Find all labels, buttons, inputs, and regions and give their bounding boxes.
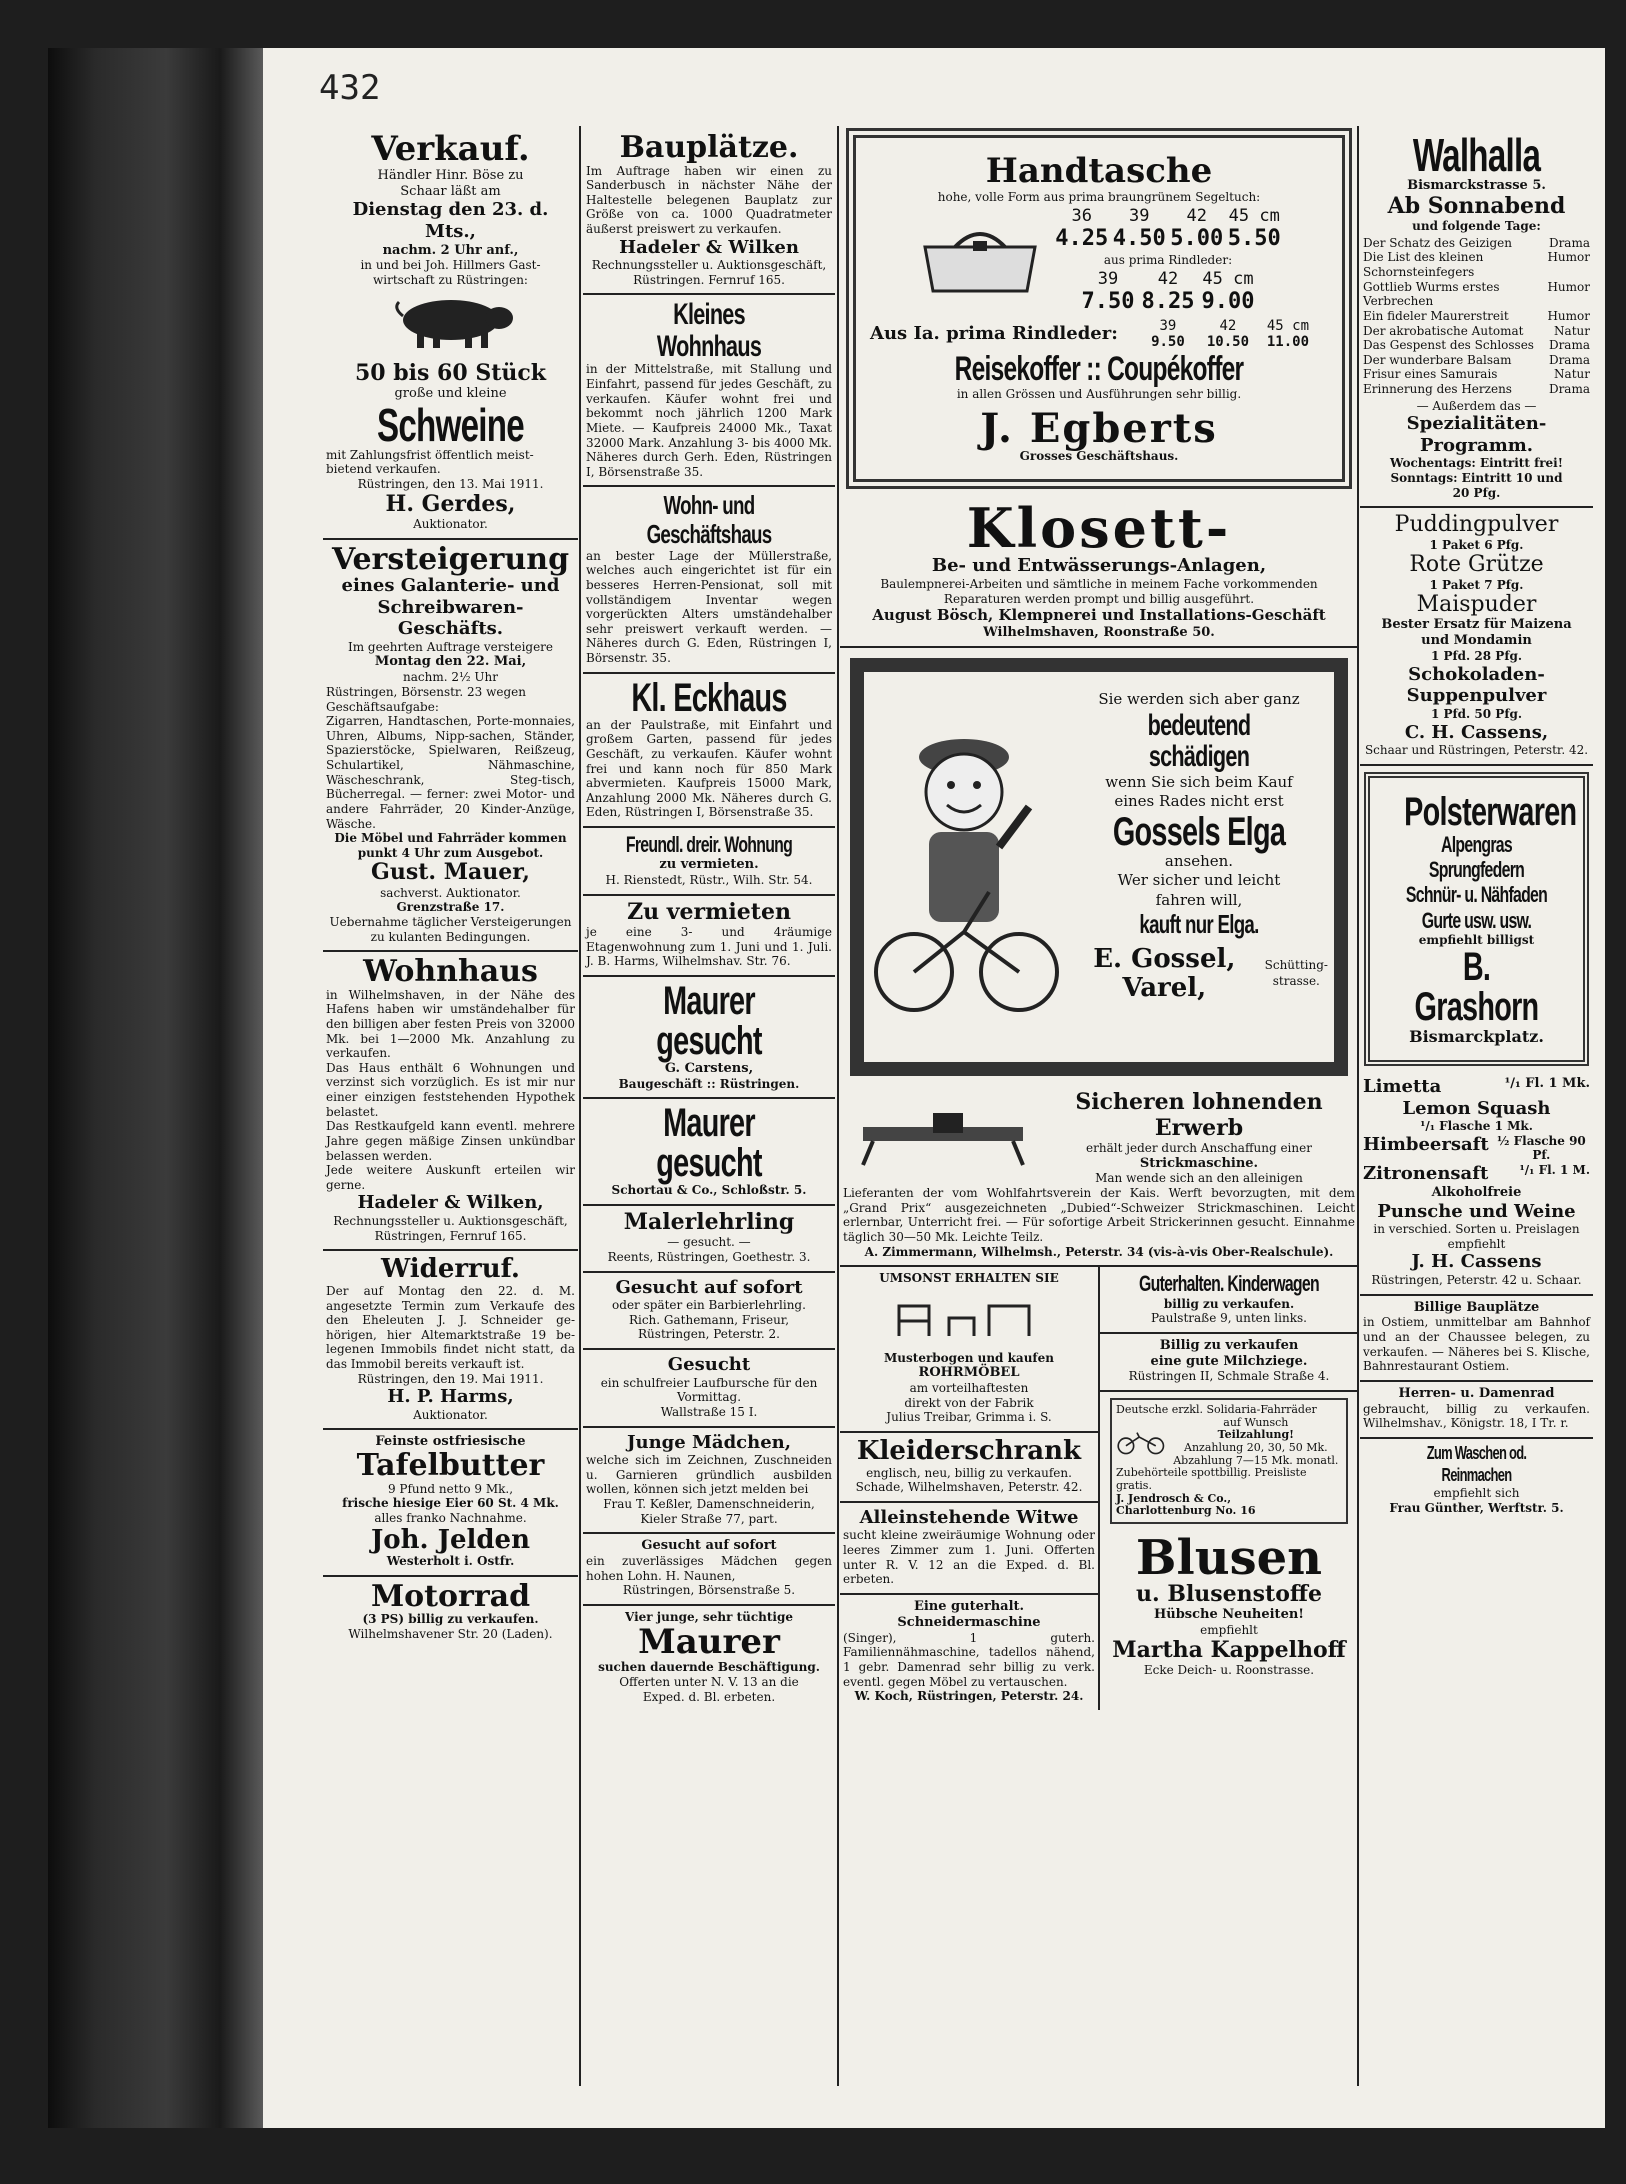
column-rule bbox=[837, 126, 839, 2086]
price: 4.25 bbox=[1055, 225, 1109, 251]
size: 36 bbox=[1071, 205, 1092, 226]
ad-line: Schnür- u. Nähfaden bbox=[1405, 882, 1548, 908]
ad-versteigerung bbox=[323, 540, 578, 953]
ad-line: Händler Hinr. Böse zu bbox=[377, 167, 524, 183]
ad-line: Schokoladen-Suppenpulver bbox=[1406, 663, 1547, 707]
ad-line: Sie werden sich aber ganz bbox=[1098, 690, 1300, 709]
ad-signature: B. Grashorn bbox=[1414, 945, 1539, 1030]
ad-line: auf Wunsch bbox=[1223, 1415, 1289, 1429]
ad-body: Im Auftrage haben wir einen zu Sanderbusch in nächster Nähe der Haltestelle belegenen Bauplatz zur Größe von ca. 1000 Quadratmeter äußerst preiswert zu verkaufen. bbox=[586, 163, 832, 236]
film-programme bbox=[1363, 236, 1590, 397]
ad-line: Musterbogen und kaufen bbox=[884, 1350, 1054, 1365]
ad-line: 50 bis 60 Stück bbox=[354, 359, 547, 386]
column-1 bbox=[323, 128, 578, 2063]
ad-line: J. Jendrosch & Co., bbox=[1116, 1491, 1232, 1505]
ad-line: Geschäftsaufgabe: bbox=[326, 699, 439, 714]
ad-rohrmoebel bbox=[840, 1267, 1098, 1433]
ad-body: ein schulfreier Laufbursche für den Vormittag. bbox=[600, 1375, 818, 1405]
ad-line: Wochentags: Eintritt frei! bbox=[1389, 456, 1564, 471]
ad-title: Tafelbutter bbox=[356, 1448, 545, 1484]
ad-line: Deutsche erzkl. Solidaria-Fahrräder bbox=[1116, 1403, 1317, 1417]
ad-signature: Hadeler & Wilken bbox=[619, 236, 799, 258]
ad-line: u. Blusenstoffe bbox=[1136, 1580, 1322, 1607]
ad-line: Rüstringen, den 13. Mai 1911. bbox=[357, 476, 544, 491]
ad-line: Dienstag den 23. d. Mts., bbox=[352, 199, 549, 242]
ad-line: und folgende Tage: bbox=[1412, 219, 1541, 234]
ad-line: erhält jeder durch Anschaffung einer bbox=[1086, 1140, 1312, 1155]
ad-body: Jede weitere Auskunft erteilen wir gerne. bbox=[326, 1163, 575, 1192]
size: 42 bbox=[1186, 205, 1207, 226]
ad-line: Die Möbel und Fahrräder kommen bbox=[334, 831, 567, 846]
ad-line: Frau Günther, Werftstr. 5. bbox=[1389, 1500, 1564, 1515]
ad-headline: kauft nur Elga. bbox=[1139, 909, 1259, 940]
programme-item: Der Schatz des Geizigen Drama bbox=[1363, 235, 1590, 250]
ad-body: in Ostiem, unmittelbar am Bahnhof und an der Chaussee belegen, zu verkaufen. — Näheres bei S. Klische, Bahnrestaurant Ostiem. bbox=[1363, 1315, 1590, 1374]
ad-line: in allen Grössen und Ausführungen sehr billig. bbox=[956, 387, 1242, 402]
price: ¹/₁ Fl. 1 M. bbox=[1519, 1163, 1590, 1178]
ad-signature: Gust. Mauer, bbox=[371, 859, 530, 886]
ad-herrenrad bbox=[1360, 1382, 1593, 1439]
ad-line: Rüstringen. Fernruf 165. bbox=[633, 272, 785, 287]
ad-zu-vermieten bbox=[583, 896, 835, 977]
furniture-icon bbox=[869, 1286, 1069, 1346]
ad-line: Frau T. Keßler, Damenschneiderin, bbox=[603, 1497, 815, 1512]
ad-signature: J. Egberts bbox=[980, 405, 1218, 453]
ad-line: Wer sicher und leicht bbox=[1117, 871, 1281, 890]
ad-signature: Hadeler & Wilken, bbox=[357, 1192, 544, 1214]
size: 39 bbox=[1097, 268, 1119, 289]
ad-line: wirtschaft zu Rüstringen: bbox=[373, 273, 528, 288]
programme-item: Die List des kleinen Schornsteinfegers Humor bbox=[1363, 250, 1590, 280]
pig-illustration bbox=[326, 292, 575, 357]
column-3-lower bbox=[840, 1267, 1358, 1710]
ad-title: Alleinstehende Witwe bbox=[859, 1506, 1079, 1528]
ad-line: Montag den 22. Mai, bbox=[374, 654, 527, 670]
ad-line: nachm. 2 Uhr anf., bbox=[382, 242, 519, 258]
ad-billige-bauplaetze bbox=[1360, 1296, 1593, 1382]
ad-line: in und bei Joh. Hillmers Gast- bbox=[360, 258, 541, 273]
ad-line: Ab Sonnabend bbox=[1387, 192, 1566, 219]
ad-line: Julius Treibar, Grimma i. S. bbox=[886, 1410, 1052, 1425]
ad-line: aus prima Rindleder: bbox=[1103, 252, 1233, 267]
ad-maurer-1 bbox=[583, 977, 835, 1099]
ad-line: A. Zimmermann, Wilhelmsh., Peterstr. 34 (vis-à-vis Ober-Realschule). bbox=[864, 1244, 1334, 1259]
ad-line: 9 Pfund netto 9 Mk., bbox=[387, 1481, 514, 1496]
ad-line: alles franko Nachnahme. bbox=[374, 1511, 527, 1526]
ad-line: Alkoholfreie bbox=[1431, 1184, 1522, 1200]
ad-malerlehrling bbox=[583, 1206, 835, 1273]
ad-line: empfiehlt bbox=[1447, 1236, 1506, 1251]
ad-milchziege bbox=[1100, 1334, 1358, 1392]
ad-line: Hübsche Neuheiten! bbox=[1153, 1607, 1304, 1623]
size: 39 bbox=[1159, 317, 1177, 334]
ad-barbier bbox=[583, 1273, 835, 1350]
column-3 bbox=[840, 128, 1358, 2083]
ad-body: (Singer), 1 guterh. Familiennähmaschine, tadellos nähend, 1 gebr. Damenrad sehr billig zu verk. eventl. gegen Möbel zu vertauschen. bbox=[843, 1630, 1095, 1689]
ad-line: Zitronensaft bbox=[1363, 1163, 1489, 1185]
ad-line: Rechnungssteller u. Auktionsgeschäft, bbox=[333, 1214, 568, 1229]
ad-line: Puddingpulver bbox=[1394, 512, 1559, 538]
ad-title: Zum Waschen od. Reinmachen bbox=[1426, 1443, 1527, 1485]
ad-kleiderschrank bbox=[840, 1433, 1098, 1503]
ad-line: Paulstraße 9, unten links. bbox=[1151, 1311, 1307, 1326]
ad-line: (3 PS) billig zu verkaufen. bbox=[362, 1612, 539, 1627]
ad-line: Wilhelmshaven, Roonstraße 50. bbox=[983, 624, 1215, 640]
ad-title: Bauplätze. bbox=[619, 130, 799, 165]
ad-waschen bbox=[1360, 1439, 1593, 1521]
ad-laufbursche bbox=[583, 1350, 835, 1427]
ad-line: eine gute Milchziege. bbox=[1150, 1353, 1308, 1369]
ad-witwe bbox=[840, 1503, 1098, 1595]
ad-headline: bedeutend schädigen bbox=[1147, 708, 1251, 774]
newspaper-page bbox=[263, 48, 1605, 2128]
ad-title: Freundl. dreir. Wohnung bbox=[625, 832, 793, 858]
ad-line: Bester Ersatz für Maizena bbox=[1381, 617, 1572, 633]
ad-line: sachverst. Auktionator. bbox=[380, 885, 521, 900]
ad-line: H. Rienstedt, Rüstr., Wilh. Str. 54. bbox=[605, 873, 813, 888]
ad-line: Rüstringen, den 19. Mai 1911. bbox=[357, 1371, 544, 1386]
ad-body: Der auf Montag den 22. d. M. angesetzte Termin zum Verkaufe des den Eheleuten J. J. Schneider ge-hörigen, hier Altemarktstraße 19 be-legenen Immobils findet nicht statt, da das Immobil bereits verkauft ist. bbox=[326, 1283, 575, 1372]
ad-line: empfiehlt sich bbox=[1433, 1486, 1520, 1501]
ad-fahrraeder bbox=[1110, 1398, 1348, 1524]
ad-line: Uebernahme täglicher Versteigerungen bbox=[329, 914, 572, 929]
bicycle-icon bbox=[1116, 1419, 1166, 1465]
ad-line: Rüstringen, Peterstr. 42 u. Schaar. bbox=[1371, 1273, 1582, 1287]
price: ¹/₁ Flasche 1 Mk. bbox=[1420, 1119, 1533, 1134]
ad-line: Alpengras bbox=[1441, 831, 1512, 857]
ad-line: empfiehlt billigst bbox=[1418, 933, 1535, 948]
ad-title: Handtasche bbox=[985, 151, 1213, 191]
programme-item: Der wunderbare Balsam Drama bbox=[1363, 352, 1590, 367]
ad-body: je eine 3- und 4räumige Etagenwohnung zum 1. Juni und 1. Juli. J. B. Harms, Wilhelmshav. Str. 76. bbox=[586, 925, 832, 969]
ad-line: 20 Pfg. bbox=[1452, 485, 1501, 500]
ad-freundl-wohnung bbox=[583, 828, 835, 896]
ad-line: empfiehlt bbox=[1200, 1623, 1258, 1638]
price: 5.50 bbox=[1227, 225, 1281, 251]
ad-signature: G. Carstens, bbox=[664, 1060, 754, 1076]
ad-line: Schade, Wilhelmshaven, Peterstr. 42. bbox=[855, 1480, 1083, 1495]
ad-line: Bismarckplatz. bbox=[1409, 1027, 1544, 1047]
programme-item: Frisur eines Samurais Natur bbox=[1363, 367, 1590, 382]
programme-item: Das Gespenst des Schlosses Drama bbox=[1363, 338, 1590, 353]
ad-line: Rüstringen, Börsenstr. 23 wegen bbox=[326, 684, 526, 699]
ad-line: Punsche und Weine bbox=[1377, 1200, 1576, 1222]
ad-line: Schaar läßt am bbox=[400, 183, 501, 199]
ad-title: Kleines Wohnhaus bbox=[656, 298, 762, 363]
ad-line: hohe, volle Form aus prima braungrünem Segeltuch: bbox=[937, 189, 1261, 204]
ad-limetta bbox=[1360, 1072, 1593, 1296]
ad-line: Rüstringen II, Schmale Straße 4. bbox=[1128, 1369, 1330, 1384]
programme-item: Erinnerung des Herzens Drama bbox=[1363, 382, 1590, 397]
ad-title: Malerlehrling bbox=[623, 1209, 795, 1236]
ad-line: — gesucht. — bbox=[667, 1235, 751, 1250]
ad-line: Bismarckstrasse 5. bbox=[1407, 178, 1546, 193]
ad-polsterwaren bbox=[1364, 772, 1589, 1066]
ad-line: — Außerdem das — bbox=[1416, 398, 1537, 413]
ad-line: Gurte usw. usw. bbox=[1421, 907, 1532, 933]
ad-title: Eine guterhalt. Schneidermaschine bbox=[897, 1598, 1041, 1630]
ad-line: 1 Paket 6 Pfg. bbox=[1429, 537, 1524, 552]
ad-line: Grosses Geschäftshaus. bbox=[1019, 449, 1179, 464]
ad-kleines-wohnhaus bbox=[583, 295, 835, 487]
ad-line: Feinste ostfriesische bbox=[375, 1434, 526, 1450]
ad-bauplaetze bbox=[583, 128, 835, 295]
size: 45 cm bbox=[1202, 268, 1254, 289]
ad-line: 1 Paket 7 Pfg. bbox=[1429, 577, 1524, 592]
ad-title: Herren- u. Damenrad bbox=[1398, 1385, 1555, 1401]
ad-line: 1 Pfd. 28 Pfg. bbox=[1430, 649, 1523, 664]
ad-body: Das Restkaufgeld kann eventl. mehrere Jahre gegen mäßige Zinsen unkündbar belassen werden. bbox=[326, 1119, 575, 1163]
ad-line: Grenzstraße 17. bbox=[396, 900, 505, 915]
price: 5.00 bbox=[1170, 225, 1224, 251]
ad-title: Maurer gesucht bbox=[656, 978, 762, 1063]
ad-line: billig zu verkaufen. bbox=[1163, 1296, 1295, 1311]
ad-line: Reents, Rüstringen, Goethestr. 3. bbox=[607, 1250, 811, 1265]
ad-signature: E. Gossel, Varel, bbox=[1093, 943, 1236, 1003]
ad-title: Kl. Eckhaus bbox=[631, 675, 787, 720]
ad-signature: Joh. Jelden bbox=[371, 1524, 530, 1555]
ad-title: Gesucht bbox=[667, 1354, 751, 1376]
ad-line: Sonntags: Eintritt 10 und bbox=[1390, 471, 1563, 486]
ad-body: in Wilhelmshaven, in der Nähe des Hafens haben wir umständehalber für den billigen aber festen Preis von 32000 Mk. bei 1—2000 Mk. Anzahlung zu verkaufen. bbox=[326, 987, 575, 1061]
ad-line: direkt von der Fabrik bbox=[904, 1395, 1034, 1410]
ad-line: Auktionator. bbox=[413, 1407, 488, 1422]
ad-headline: Gossels Elga bbox=[1112, 809, 1286, 854]
ad-line: Exped. d. Bl. erbeten. bbox=[642, 1689, 776, 1704]
ad-line: Teilzahlung! bbox=[1217, 1428, 1295, 1442]
ad-line: eines Galanterie- und bbox=[341, 575, 560, 597]
price-grid bbox=[1078, 269, 1258, 314]
ad-line: Charlottenburg No. 16 bbox=[1116, 1504, 1256, 1518]
handbag-icon bbox=[915, 225, 1045, 295]
ad-signature: H. Gerdes, bbox=[385, 490, 516, 517]
ad-line: Sprungfedern bbox=[1428, 857, 1525, 883]
programme-item: Ein fideler Maurerstreit Humor bbox=[1363, 308, 1590, 323]
ad-line: und Mondamin bbox=[1421, 633, 1532, 649]
ad-title: Polsterwaren bbox=[1404, 789, 1577, 834]
size: 45 cm bbox=[1266, 317, 1310, 334]
ad-line: Ecke Deich- u. Roonstrasse. bbox=[1143, 1662, 1315, 1677]
ad-body: ein zuverlässiges Mädchen gegen hohen Lohn. H. Naunen, bbox=[586, 1554, 832, 1583]
ad-title: Blusen bbox=[1135, 1529, 1323, 1586]
ad-motorrad bbox=[323, 1577, 578, 1648]
ad-title: Wohnhaus bbox=[363, 954, 538, 990]
ad-junge-maedchen bbox=[583, 1428, 835, 1535]
ad-signature: Schortau & Co., Schloßstr. 5. bbox=[611, 1183, 807, 1198]
ad-kinderwagen bbox=[1100, 1267, 1358, 1334]
ad-line: Be- und Entwässerungs-Anlagen, bbox=[931, 555, 1267, 577]
ad-line: Rechnungssteller u. Auktionsgeschäft, bbox=[591, 258, 827, 273]
ad-body: sucht kleine zweiräumige Wohnung oder leeres Zimmer zum 1. Juni. Offerten unter R. V. 12 an die Exped. d. Bl. erbeten. bbox=[843, 1528, 1095, 1587]
ad-line: in verschied. Sorten u. Preislagen bbox=[1373, 1222, 1580, 1237]
ad-eckhaus bbox=[583, 674, 835, 828]
ad-line: Lemon Squash bbox=[1402, 1097, 1551, 1119]
ad-line: bietend verkaufen. bbox=[326, 462, 441, 477]
ad-wohn-geschaeftshaus bbox=[583, 487, 835, 673]
ad-signature: J. H. Cassens bbox=[1411, 1251, 1542, 1273]
ad-line: 1 Pfd. 50 Pfg. bbox=[1430, 707, 1523, 722]
ad-line: Himbeersaft bbox=[1363, 1133, 1489, 1155]
programme-item: Der akrobatische Automat Natur bbox=[1363, 323, 1590, 338]
size: 42 bbox=[1157, 268, 1179, 289]
ad-line: Kieler Straße 77, part. bbox=[640, 1511, 778, 1526]
price: 10.50 bbox=[1206, 333, 1250, 350]
ad-title: Walhalla bbox=[1412, 129, 1541, 181]
ad-schneidermaschine bbox=[840, 1595, 1098, 1710]
size: 42 bbox=[1219, 317, 1237, 334]
ad-line: punkt 4 Uhr zum Ausgebot. bbox=[357, 845, 544, 860]
ad-line: Strickmaschine. bbox=[1139, 1155, 1259, 1171]
ad-title: Wohn- und Geschäftshaus bbox=[646, 490, 772, 550]
ad-body: an der Paulstraße, mit Einfahrt und großem Garten, passend für jedes Geschäft, zu verkaufen. Käufer wohnt frei und kann noch für 850 Mark abvermieten. Kaufpreis 15000 Mark, Anzahlung 2000 Mk. Näheres durch G. Eden, Rüstringen I, Börsenstraße 35. bbox=[586, 717, 832, 820]
ad-vier-maurer bbox=[583, 1606, 835, 1710]
ad-line: Auktionator. bbox=[413, 516, 488, 531]
ad-verkauf bbox=[323, 128, 578, 540]
ad-line: Schreibwaren-Geschäfts. bbox=[377, 596, 524, 640]
ad-line: Westerholt i. Ostfr. bbox=[386, 1554, 515, 1569]
price: 4.50 bbox=[1112, 225, 1166, 251]
ad-line: Schütting-strasse. bbox=[1264, 957, 1328, 988]
ad-body: Zigarren, Handtaschen, Porte-monnaies, Uhren, Albums, Nipp-sachen, Ständer, Spazierstöcke, Spielwaren, Reißzeug, Schulartikel, Nähmaschine, Wäscheschrank, Steg-tisch, Bücherregal. — ferner: zwei Motor- und andere Fahrräder, 20 Kinder-Anzüge, Wäsche. bbox=[326, 714, 575, 831]
ad-title: Billige Bauplätze bbox=[1413, 1299, 1540, 1315]
ad-line: am vorteilhaftesten bbox=[909, 1381, 1029, 1396]
ad-elga-bicycle bbox=[850, 658, 1348, 1076]
size: 39 bbox=[1129, 205, 1150, 226]
ad-line: August Bösch, Klempnerei und Installations-Geschäft bbox=[872, 606, 1326, 625]
ad-strickmaschine bbox=[840, 1086, 1358, 1267]
ad-title: Klosett- bbox=[966, 496, 1232, 561]
ad-line: zu kulanten Bedingungen. bbox=[370, 929, 531, 944]
price-grid bbox=[1053, 206, 1283, 251]
knitting-machine-icon bbox=[843, 1107, 1043, 1169]
ad-title: Widerruf. bbox=[381, 1254, 520, 1285]
price: 8.25 bbox=[1141, 288, 1195, 314]
ad-title: Zu vermieten bbox=[627, 898, 791, 925]
ad-maedchen-sofort bbox=[583, 1534, 835, 1606]
ad-line: Wallstraße 15 I. bbox=[660, 1404, 758, 1419]
ad-title: Guterhalten. Kinderwagen bbox=[1139, 1271, 1319, 1297]
ad-signature: C. H. Cassens, bbox=[1404, 721, 1549, 743]
ad-handtasche bbox=[846, 128, 1352, 489]
ad-line: Baulempnerei-Arbeiten und sämtliche in meinem Fache vorkommenden bbox=[880, 576, 1318, 591]
ad-body: oder später ein Barbierlehrling. bbox=[612, 1298, 806, 1313]
ad-body: gebraucht, billig zu verkaufen. Wilhelmshav., Königstr. 18, I Tr. r. bbox=[1363, 1401, 1590, 1431]
ad-line: nachm. 2½ Uhr bbox=[403, 670, 498, 685]
ad-line: W. Koch, Rüstringen, Peterstr. 24. bbox=[854, 1689, 1084, 1704]
price: 7.50 bbox=[1081, 288, 1135, 314]
ad-line: mit Zahlungsfrist öffentlich meist- bbox=[326, 447, 534, 462]
ad-headline: Schweine bbox=[376, 398, 525, 451]
ad-title: Junge Mädchen, bbox=[626, 1431, 792, 1453]
ad-body: in der Mittelstraße, mit Stallung und Einfahrt, passend für jedes Geschäft, zu verkaufen. Käufer wohnt frei und bekommt noch jährlich 1200 Mark Miete. — Kaufpreis 24000 Mk., Taxat 32000 Mark. Anzahlung 3- bis 4000 Mk. Näheres durch Gerh. Eden, Rüstringen I, Börsenstraße 35. bbox=[586, 362, 832, 479]
ad-line: Man wende sich an den alleinigen bbox=[1095, 1171, 1303, 1186]
ad-line: fahren will, bbox=[1155, 890, 1243, 909]
ad-line: Rüstringen, Fernruf 165. bbox=[374, 1228, 527, 1243]
ad-body: Das Haus enthält 6 Wohnungen und verzinst sich vorzüglich. Es ist mir nur einer einzigen feststehenden Hypothek belastet. bbox=[326, 1060, 575, 1119]
ad-line: ROHRMÖBEL bbox=[918, 1365, 1020, 1381]
ad-body: Lieferanten der vom Wohlfahrtsverein der Kais. Werft bevorzugten, mit dem „Grand Prix“ ausgezeichneten „Dubied“-Schweizer Strickmaschinen. Leicht erlernbar, Unterricht frei. — Für sofortige Arbeit Strickerinnen gesucht. Einnahme täglich 30—50 Mk. Leichte Teilz. bbox=[843, 1186, 1355, 1244]
ad-klosett bbox=[840, 497, 1358, 648]
book-binding bbox=[48, 48, 263, 2128]
ad-walhalla bbox=[1360, 128, 1593, 508]
ad-line: wenn Sie sich beim Kauf bbox=[1105, 772, 1293, 791]
ad-signature: Martha Kappelhoff bbox=[1112, 1636, 1346, 1663]
price-grid bbox=[1138, 318, 1318, 350]
ad-line: Im geehrten Auftrage versteigere bbox=[347, 639, 554, 654]
ad-line: Billig zu verkaufen bbox=[1159, 1337, 1299, 1353]
ad-line: suchen dauernde Beschäftigung. bbox=[598, 1660, 820, 1675]
ad-line: Offerten unter N. V. 13 an die bbox=[619, 1674, 799, 1689]
price: 9.50 bbox=[1151, 333, 1185, 350]
ad-line: Schaar und Rüstringen, Peterstr. 42. bbox=[1364, 743, 1589, 758]
ad-line: Rüstringen, Peterstr. 2. bbox=[638, 1327, 780, 1342]
ad-headline: Reisekoffer :: Coupékoffer bbox=[954, 349, 1244, 388]
ad-title: Versteigerung bbox=[331, 541, 570, 577]
ad-widerruf bbox=[323, 1251, 578, 1430]
ad-line: Rüstringen, Börsenstraße 5. bbox=[622, 1583, 796, 1598]
ad-title: Motorrad bbox=[370, 1578, 531, 1614]
ad-line: zu vermieten. bbox=[659, 857, 759, 873]
ad-line: Wilhelmshavener Str. 20 (Laden). bbox=[348, 1627, 553, 1642]
ad-line: englisch, neu, billig zu verkaufen. bbox=[866, 1465, 1072, 1480]
ad-body: welche sich im Zeichnen, Zuschneiden u. Garnieren gründlich ausbilden wollen, können sich jetzt melden bei bbox=[586, 1453, 832, 1497]
ad-line: UMSONST ERHALTEN SIE bbox=[879, 1271, 1059, 1286]
ad-maurer-2 bbox=[583, 1099, 835, 1206]
ad-line: Rote Grütze bbox=[1409, 552, 1544, 578]
price: 11.00 bbox=[1266, 333, 1310, 350]
ad-line: eines Rades nicht erst bbox=[1114, 792, 1284, 811]
programme-item: Gottlieb Wurms erstes Verbrechen Humor bbox=[1363, 279, 1590, 309]
ad-title: Verkauf. bbox=[371, 129, 530, 169]
ad-body: an bester Lage der Müllerstraße, welches auch eingerichtet ist für ein besseres Herren-Pensionat, soll mit vollständigem Inventar wegen vorgerückten Alters umständehalber sehr preiswert verkauft werden. — Näheres durch G. Eden, Rüstringen I, Börsenstr. 35. bbox=[586, 548, 832, 666]
column-4 bbox=[1360, 128, 1593, 2083]
ad-line: Rich. Gathemann, Friseur, bbox=[628, 1312, 790, 1327]
ad-title: Gesucht auf sofort bbox=[641, 1538, 777, 1554]
ad-title: Gesucht auf sofort bbox=[615, 1276, 803, 1298]
ad-line: Baugeschäft :: Rüstringen. bbox=[618, 1076, 800, 1091]
bicycle-rider-illustration bbox=[864, 672, 1064, 1062]
ad-title: Maurer gesucht bbox=[656, 1101, 762, 1186]
ad-line: Maispuder bbox=[1416, 592, 1537, 618]
ad-line: Aus Ia. prima Rindleder: bbox=[870, 322, 1118, 344]
ad-line: Zubehörteile spottbillig. Preisliste gratis. bbox=[1116, 1466, 1307, 1492]
size: 45 cm bbox=[1228, 205, 1280, 226]
ad-wohnhaus bbox=[323, 952, 578, 1251]
ad-puddingpulver bbox=[1360, 508, 1593, 766]
price: ½ Flasche 90 Pf. bbox=[1496, 1133, 1586, 1163]
ad-line: frische hiesige Eier 60 St. 4 Mk. bbox=[342, 1496, 559, 1511]
price: ¹/₁ Fl. 1 Mk. bbox=[1504, 1076, 1590, 1092]
ad-title: Maurer bbox=[638, 1621, 780, 1662]
ad-signature: H. P. Harms, bbox=[387, 1386, 514, 1408]
ad-line: Limetta bbox=[1363, 1076, 1442, 1098]
ad-blusen bbox=[1100, 1530, 1358, 1684]
column-rule bbox=[579, 126, 581, 2086]
column-2 bbox=[583, 128, 835, 2063]
ad-line: Reparaturen werden prompt und billig ausgeführt. bbox=[943, 591, 1255, 606]
ad-tafelbutter bbox=[323, 1430, 578, 1576]
ad-title: Sicheren lohnenden Erwerb bbox=[1075, 1089, 1323, 1141]
ad-line: Spezialitäten-Programm. bbox=[1406, 413, 1547, 456]
ad-line: große und kleine bbox=[394, 385, 507, 401]
ad-line: Anzahlung 20, 30, 50 Mk. Abzahlung 7—15 Mk. monatl. bbox=[1173, 1441, 1339, 1467]
page-number: 432 bbox=[319, 68, 381, 108]
ad-line: Vier junge, sehr tüchtige bbox=[624, 1610, 793, 1625]
ad-line: ansehen. bbox=[1164, 851, 1234, 870]
price: 9.00 bbox=[1201, 288, 1255, 314]
ad-title: Kleiderschrank bbox=[856, 1436, 1082, 1467]
